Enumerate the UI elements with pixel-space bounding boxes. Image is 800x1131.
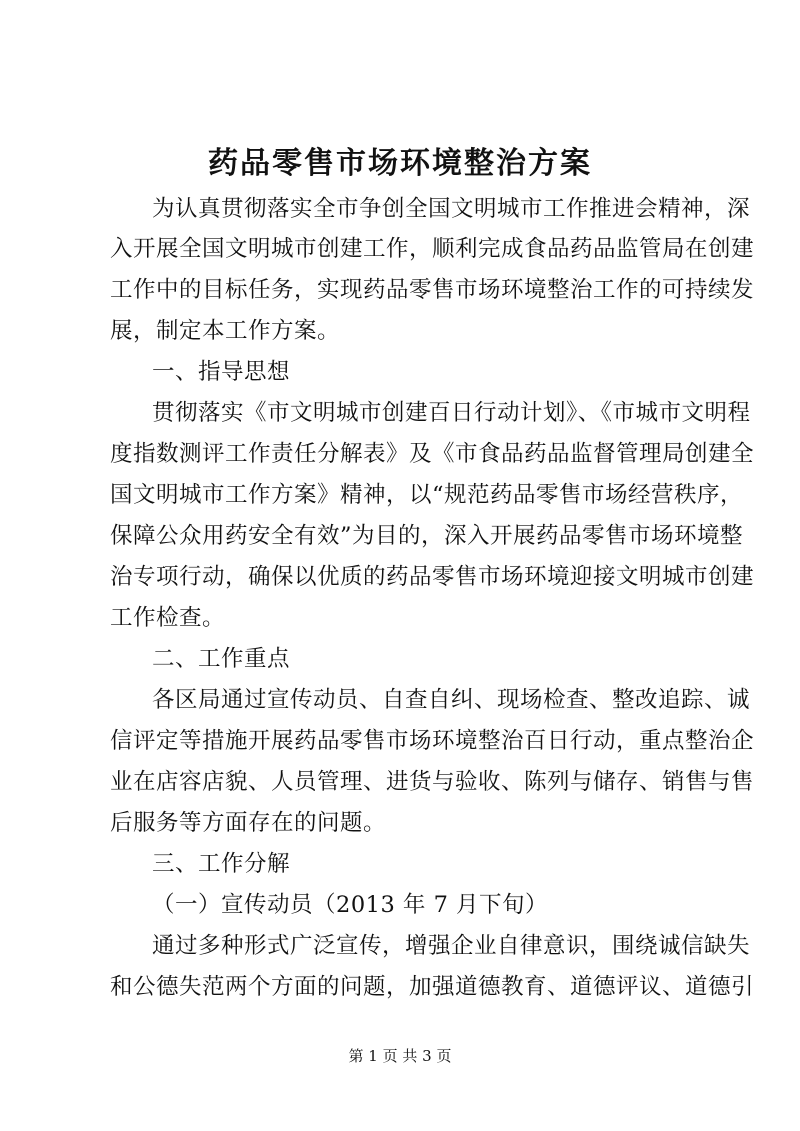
paragraph-line: 保障公众用药安全有效”为目的，深入开展药品零售市场环境整 — [110, 523, 744, 549]
section-heading: 一、指导思想 — [152, 359, 291, 385]
paragraph-line: 后服务等方面存在的问题。 — [110, 810, 387, 836]
paragraph-line: 度指数测评工作责任分解表》及《市食品药品监督管理局创建全 — [110, 441, 755, 467]
document-title: 药品零售市场环境整治方案 — [208, 146, 592, 181]
paragraph-line: 为认真贯彻落实全市争创全国文明城市工作推进会精神，深 — [152, 196, 751, 222]
paragraph-line: 国文明城市工作方案》精神，以“规范药品零售市场经营秩序， — [110, 482, 744, 508]
paragraph-line: 治专项行动，确保以优质的药品零售市场环境迎接文明城市创建 — [110, 564, 755, 590]
paragraph-line: 各区局通过宣传动员、自查自纠、现场检查、整改追踪、诚 — [152, 687, 751, 713]
page-footer: 第 1 页 共 3 页 — [348, 1047, 452, 1065]
paragraph-line: 通过多种形式广泛宣传，增强企业自律意识，围绕诚信缺失 — [152, 933, 751, 959]
paragraph-line: 展，制定本工作方案。 — [110, 318, 341, 344]
paragraph-line: 工作检查。 — [110, 605, 226, 631]
paragraph-line: 信评定等措施开展药品零售市场环境整治百日行动，重点整治企 — [110, 728, 755, 754]
paragraph-line: 入开展全国文明城市创建工作，顺利完成食品药品监管局在创建 — [110, 236, 755, 262]
subsection-heading: （一）宣传动员（2013 年 7 月下旬） — [152, 892, 549, 918]
section-heading: 三、工作分解 — [152, 851, 291, 877]
paragraph-line: 业在店容店貌、人员管理、进货与验收、陈列与储存、销售与售 — [110, 769, 755, 795]
section-heading: 二、工作重点 — [152, 646, 291, 672]
paragraph-line: 工作中的目标任务，实现药品零售市场环境整治工作的可持续发 — [110, 277, 755, 303]
paragraph-line: 和公德失范两个方面的问题，加强道德教育、道德评议、道德引 — [110, 974, 755, 1000]
paragraph-line: 贯彻落实《市文明城市创建百日行动计划》、《市城市文明程 — [152, 400, 751, 426]
